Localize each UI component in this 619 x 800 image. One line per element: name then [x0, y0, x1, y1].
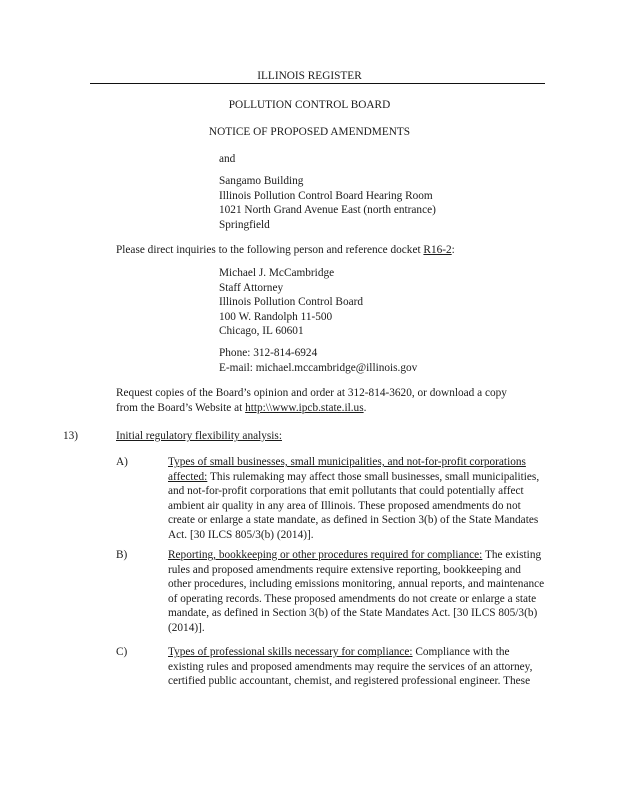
item-a-paragraph — [168, 455, 546, 543]
contact-address — [219, 266, 363, 339]
contact-line: 100 W. Randolph 11-500 — [219, 310, 333, 323]
item-b-heading: Reporting, bookkeeping or other procedures required for compliance: — [168, 549, 483, 561]
item-label-c: C) — [116, 646, 128, 658]
item-label-b: B) — [116, 549, 128, 561]
request-line-2 — [116, 401, 366, 416]
item-a-body: This rulemaking may affect those small businesses, small municipalities, and not-for-profit corporations that emit pollutants that could potentially affect ambient air quality in any area of Illinois. These proposed amendments do not create or enlarge a state mandate, as defined in Section 3(b) of the State Mandates Act. [30 ILCS 805/3(b) (2014)]. — [168, 470, 540, 541]
contact-line: Staff Attorney — [219, 281, 284, 294]
request-period: . — [363, 402, 367, 414]
header-rule — [90, 83, 545, 84]
section-number: 13) — [63, 430, 79, 442]
register-title: ILLINOIS REGISTER — [257, 70, 362, 82]
item-c-heading: Types of professional skills necessary for compliance: — [168, 646, 413, 658]
item-label-a: A) — [116, 456, 128, 468]
location-line: Illinois Pollution Control Board Hearing Room — [219, 189, 433, 202]
contact-line: Michael J. McCambridge — [219, 267, 335, 279]
notice-title: NOTICE OF PROPOSED AMENDMENTS — [208, 126, 411, 138]
section-title: Initial regulatory flexibility analysis: — [116, 430, 282, 442]
board-name: POLLUTION CONTROL BOARD — [228, 99, 391, 111]
inquiries-text: Please direct inquiries to the following person and reference docket — [116, 244, 424, 256]
location-line: Springfield — [219, 218, 270, 231]
and-text: and — [219, 153, 236, 165]
request-text: from the Board’s Website at — [116, 402, 246, 414]
location-line: 1021 North Grand Avenue East (north entrance) — [219, 204, 436, 217]
inquiries-line — [116, 243, 455, 258]
item-c-paragraph — [168, 645, 546, 689]
item-c-body: Compliance with the existing rules and proposed amendments may require the services of an attorney, certified public accountant, chemist, and registered professional engineer. These — [168, 646, 533, 688]
location-line: Sangamo Building — [219, 175, 304, 187]
inquiries-colon: : — [451, 244, 455, 256]
contact-line: Chicago, IL 60601 — [219, 325, 304, 338]
request-line-1: Request copies of the Board’s opinion and order at 312-814-3620, or download a copy — [116, 387, 507, 399]
contact-email[interactable]: E-mail: michael.mccambridge@illinois.gov — [219, 362, 418, 374]
docket-number: R16-2 — [423, 244, 452, 256]
board-website-link[interactable]: http:\\www.ipcb.state.il.us — [245, 402, 364, 414]
item-b-body: The existing rules and proposed amendments require extensive reporting, bookkeeping and other procedures, including emissions monitoring, annual reports, and maintenance of operating records. These proposed amendments do not create or enlarge a state mandate, as defined in Section 3(b) of the State Mandates Act. [30 ILCS 805/3(b) (2014)]. — [168, 549, 545, 634]
location-address — [219, 174, 436, 232]
contact-phone: Phone: 312-814-6924 — [219, 347, 318, 359]
item-a-heading: Types of small businesses, small municipalities, and not-for-profit corporations affected: — [168, 456, 526, 483]
contact-line: Illinois Pollution Control Board — [219, 296, 364, 309]
item-b-paragraph — [168, 548, 546, 636]
